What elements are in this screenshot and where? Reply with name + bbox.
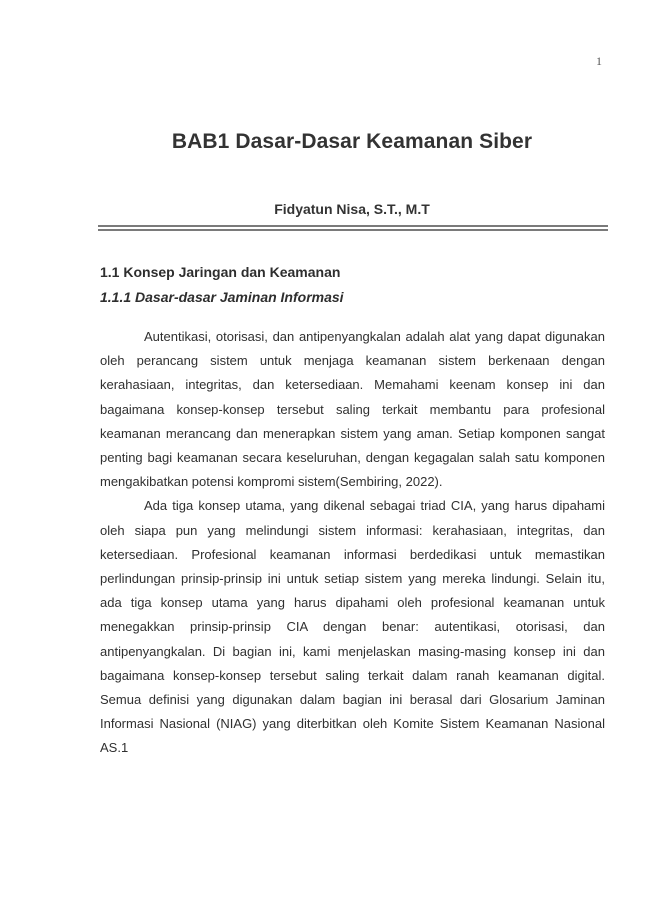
paragraph: Autentikasi, otorisasi, dan antipenyangkalan adalah alat yang dapat digunakan oleh perancang sistem untuk menjaga keamanan sistem berkenaan dengan kerahasiaan, integritas, dan ketersediaan. Memahami keenam konsep ini dan bagaimana konsep-konsep tersebut saling terkait membantu para profesional keamanan merancang dan menerapkan sistem yang aman. Setiap komponen sangat penting bagi keamanan secara keseluruhan, dengan kegagalan salah satu komponen mengakibatkan potensi kompromi sistem(Sembiring, 2022). (100, 329, 605, 490)
author-name: Fidyatun Nisa, S.T., M.T (274, 201, 430, 217)
title-divider-top (98, 225, 608, 227)
page-number: 1 (596, 54, 602, 68)
paragraph: Ada tiga konsep utama, yang dikenal sebagai triad CIA, yang harus dipahami oleh siapa pun yang melindungi sistem informasi: kerahasiaan, integritas, dan ketersediaan. Profesional keamanan informasi berdedikasi untuk memastikan perlindungan prinsip-prinsip ini untuk setiap sistem yang mereka lindungi. Selain itu, ada tiga konsep utama yang harus dipahami oleh profesional keamanan untuk menegakkan prinsip-prinsip CIA dengan benar: autentikasi, otorisasi, dan antipenyangkalan. Di bagian ini, kami menjelaskan masing-masing konsep ini dan bagaimana konsep-konsep tersebut saling terkait dalam ranah keamanan digital. Semua definisi yang digunakan dalam bagian ini berasal dari Glosarium Jaminan Informasi Nasional (NIAG) yang diterbitkan oleh Komite Sistem Keamanan Nasional AS.1 (100, 498, 605, 756)
chapter-title: BAB1 Dasar-Dasar Keamanan Siber (171, 130, 533, 153)
body-text (100, 325, 605, 761)
title-divider-bottom (98, 229, 608, 231)
section-heading: 1.1 Konsep Jaringan dan Keamanan (100, 264, 341, 280)
subsection-heading: 1.1.1 Dasar-dasar Jaminan Informasi (100, 289, 344, 305)
